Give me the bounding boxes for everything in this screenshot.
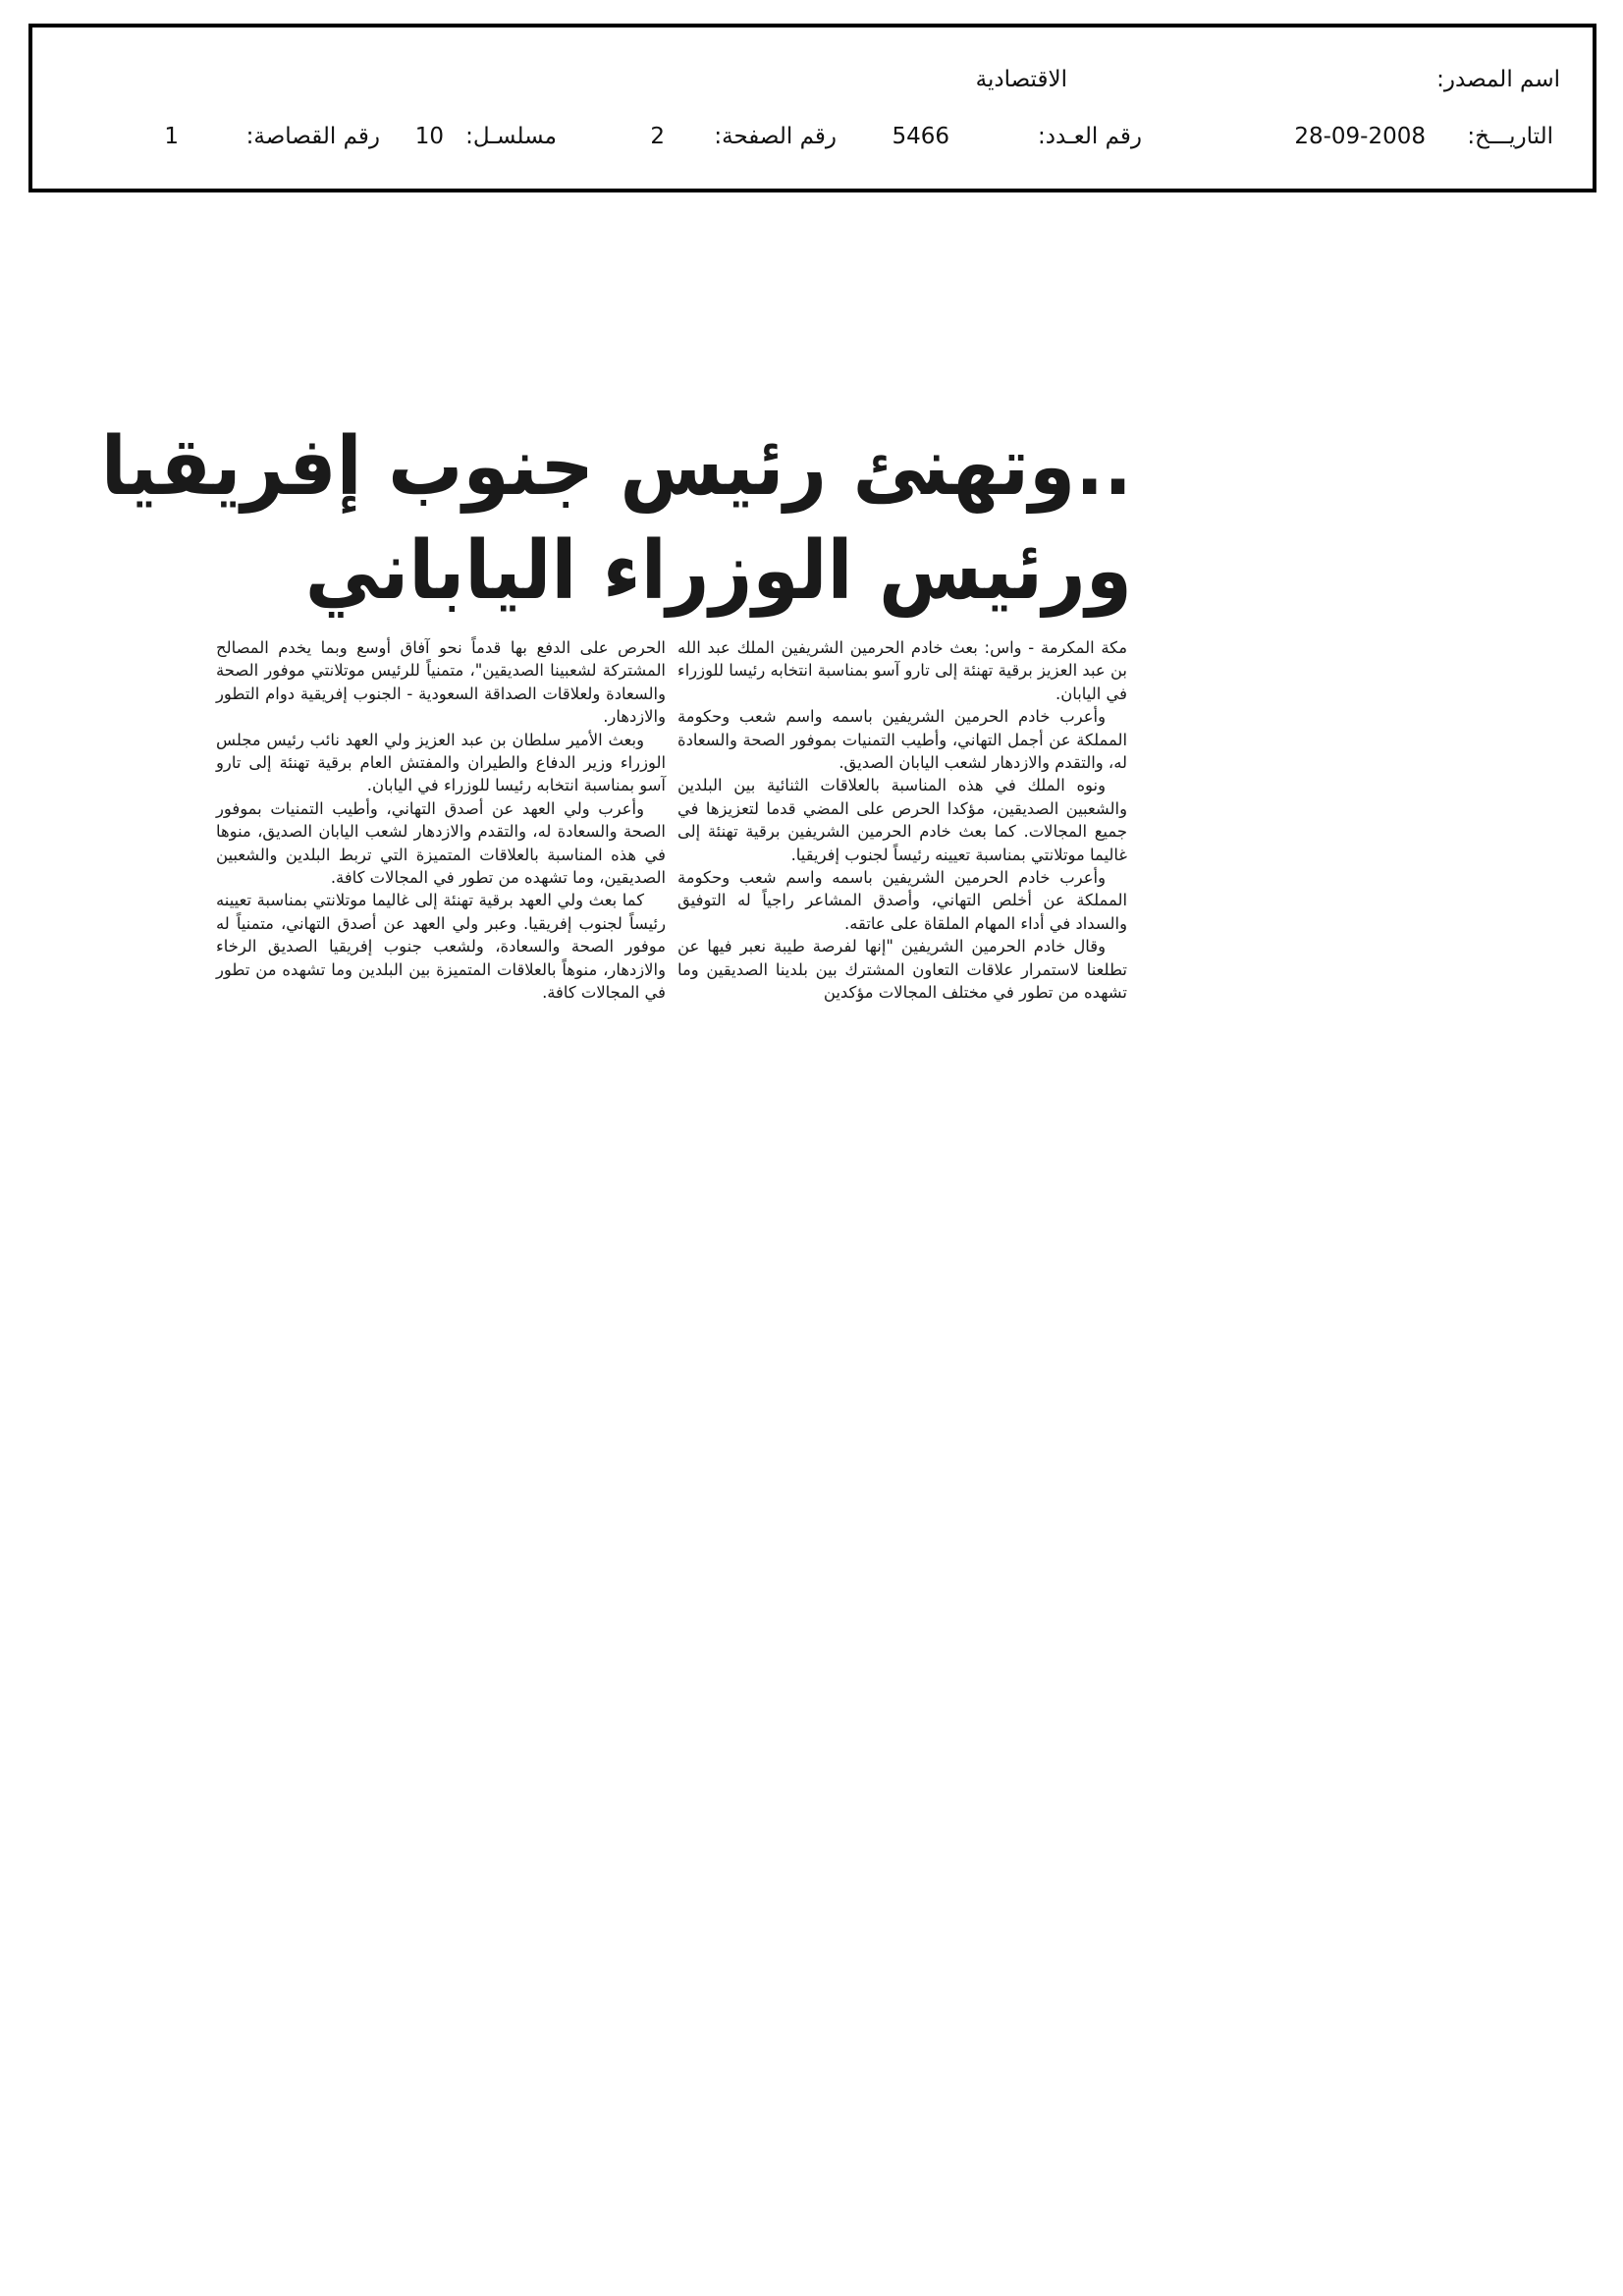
source-value: الاقتصادية	[975, 67, 1067, 92]
issue-value: 5466	[892, 124, 949, 149]
paragraph: وبعث الأمير سلطان بن عبد العزيز ولي العهد نائب رئيس مجلس الوزراء وزير الدفاع والطيران والمفتش العام برقية تهنئة إلى تارو آسو بمناسبة انتخابه رئيسا للوزراء في اليابان.	[216, 730, 666, 795]
clipping-label: رقم القصاصة:	[245, 124, 380, 149]
page-label: رقم الصفحة:	[714, 124, 837, 149]
article-column-right	[677, 636, 1127, 1005]
source-label: اسم المصدر:	[1436, 67, 1560, 92]
issue-label: رقم العـدد:	[1037, 124, 1142, 149]
paragraph: وأعرب خادم الحرمين الشريفين باسمه واسم شعب وحكومة المملكة عن أخلص التهاني، وأصدق المشاعر راجياً له التوفيق والسداد في أداء المهام الملقاة على عاتقه.	[677, 868, 1127, 933]
paragraph: كما بعث ولي العهد برقية تهنئة إلى غاليما موتلانتي بمناسبة تعيينه رئيساً لجنوب إفريقيا. وعبر ولي العهد عن أصدق التهاني، متمنياً له موفور الصحة والسعادة، ولشعب جنوب إفريقيا الصديق الرخاء والازدهار، منوهاً بالعلاقات المتميزة بين البلدين وما تشهده من تطور في المجالات كافة.	[216, 891, 666, 1003]
paragraph: ونوه الملك في هذه المناسبة بالعلاقات الثنائية بين البلدين والشعبين الصديقين، مؤكدا الحرص على المضي قدما لتعزيزها في جميع المجالات. كما بعث خادم الحرمين الشريفين برقية تهنئة إلى غاليما موتلانتي بمناسبة تعيينه رئيساً لجنوب إفريقيا.	[677, 776, 1127, 864]
paragraph: وأعرب خادم الحرمين الشريفين باسمه واسم شعب وحكومة المملكة عن أجمل التهاني، وأطيب التمنيات بموفور الصحة والسعادة له، والتقدم والازدهار لشعب اليابان الصديق.	[677, 707, 1127, 773]
article-headline	[100, 414, 1132, 623]
paragraph: مكة المكرمة - واس: بعث خادم الحرمين الشريفين الملك عبد الله بن عبد العزيز برقية تهنئة إلى تارو آسو بمناسبة انتخابه رئيسا للوزراء في اليابان.	[677, 638, 1127, 703]
paragraph: الحرص على الدفع بها قدماً نحو آفاق أوسع وبما يخدم المصالح المشتركة لشعبينا الصديقين"، متمنياً للرئيس موتلانتي موفور الصحة والسعادة ولعلاقات الصداقة السعودية - الجنوب إفريقية دوام التطور والازدهار.	[216, 638, 666, 727]
headline-line-2: ورئيس الوزراء الياباني	[304, 522, 1132, 618]
serial-value: 10	[414, 124, 444, 149]
headline-line-1: ..وتهنئ رئيس جنوب إفريقيا	[100, 418, 1132, 514]
article-column-left	[216, 636, 666, 1005]
paragraph: وأعرب ولي العهد عن أصدق التهاني، وأطيب التمنيات بموفور الصحة والسعادة له، والتقدم والازدهار لشعب اليابان الصديق، منوها في هذه المناسبة بالعلاقات المتميزة التي تربط البلدين والشعبين الصديقين، وما تشهده من تطور في المجالات كافة.	[216, 798, 666, 888]
date-value: 28-09-2008	[1294, 124, 1426, 149]
clipping-header	[28, 24, 1596, 192]
page-value: 2	[650, 124, 665, 149]
paragraph: وقال خادم الحرمين الشريفين "إنها لفرصة طيبة نعبر فيها عن تطلعنا لاستمرار علاقات التعاون المشترك بين بلدينا الصديقين وما تشهده من تطور في مختلف المجالات مؤكدين	[677, 937, 1127, 1003]
date-label: التاريـــخ:	[1467, 124, 1553, 149]
serial-label: مسلسـل:	[465, 124, 557, 149]
clipping-value: 1	[164, 124, 179, 149]
